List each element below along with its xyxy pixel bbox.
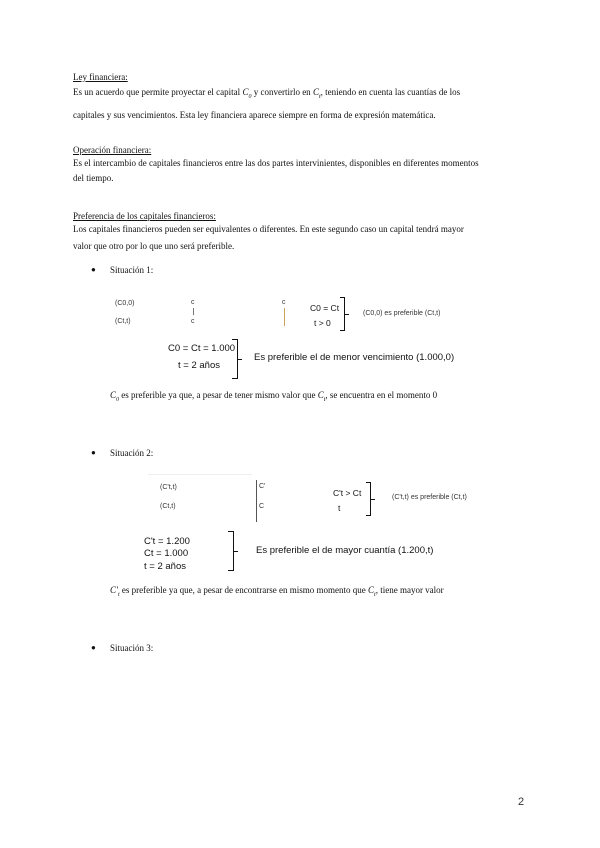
s1-capital-2: (Ct,t) xyxy=(115,318,131,325)
preferencia-heading: Preferencia de los capitales financieros: xyxy=(73,211,216,221)
bullet-icon: ● xyxy=(91,643,96,652)
page-number: 2 xyxy=(518,796,525,808)
s1-tick-2 xyxy=(284,308,285,326)
s1-example-line1: C0 = Ct = 1.000 xyxy=(168,343,236,354)
s1-conclusion: $C_0$ es preferible ya que, a pesar de tener mismo valor que $C_t$, se encuentra en el momento 0 xyxy=(110,390,438,403)
c0-symbol: $C_0$ xyxy=(242,87,252,100)
operacion-line1: Es el intercambio de capitales financieros entre las dos partes intervinientes, disponibles en diferentes momentos xyxy=(73,158,479,168)
s2-brace-2 xyxy=(228,531,234,571)
s2-example-line3: t = 2 años xyxy=(144,561,186,572)
s1-example-result: Es preferible el de menor vencimiento (1.000,0) xyxy=(254,352,455,363)
s2-mark-2: C xyxy=(259,503,265,510)
s2-result: (C't,t) es preferible (Ct,t) xyxy=(392,494,467,501)
s2-brace-1 xyxy=(366,482,371,516)
s1-capital-1: (C0,0) xyxy=(115,300,135,307)
ley-text-c: , teniendo en cuenta las cuantías de los xyxy=(320,87,461,97)
s2-mark-1: C' xyxy=(259,483,266,490)
operacion-financiera-paragraph xyxy=(73,156,533,186)
bullet-icon: ● xyxy=(91,265,96,274)
situacion2-label: Situación 2: xyxy=(110,448,154,458)
bullet-icon: ● xyxy=(91,448,96,457)
ct-symbol: $C_t$ xyxy=(312,87,321,100)
s1-example-line2: t = 2 años xyxy=(178,360,220,371)
situacion3-label: Situación 3: xyxy=(110,643,154,653)
s1-cond-2: t > 0 xyxy=(314,318,331,328)
s1-mark-2: c xyxy=(191,318,195,325)
s1-mark-1: c xyxy=(191,299,195,306)
ley-financiera-heading: Ley financiera: xyxy=(73,72,128,82)
s2-example-line2: Ct = 1.000 xyxy=(144,548,189,559)
preferencia-paragraph xyxy=(73,222,533,254)
s1-brace-1 xyxy=(340,297,345,331)
situacion1-label: Situación 1: xyxy=(110,265,154,275)
ley-text-b: y convertirlo en xyxy=(251,87,313,97)
ley-text-a: Es un acuerdo que permite proyectar el capital xyxy=(73,87,243,97)
s1-brace-2 xyxy=(232,339,238,379)
s1-mark-3: c xyxy=(282,299,286,306)
s2-cond-2: t xyxy=(338,503,341,513)
s2-conclusion: $C'_t$ es preferible ya que, a pesar de encontrarse en mismo momento que $C_t$, tiene mayor valor xyxy=(110,585,444,598)
s1-result: (C0,0) es preferible (Ct,t) xyxy=(363,310,441,317)
s2-top-rule xyxy=(148,474,252,475)
preferencia-line2: valor que otro por lo que uno será preferible. xyxy=(73,241,235,251)
preferencia-line1: Los capitales financieros pueden ser equivalentes o diferentes. En este segundo caso un capital tendrá mayor xyxy=(73,224,464,234)
operacion-financiera-heading: Operación financiera: xyxy=(73,145,152,155)
s2-capital-2: (Ct,t) xyxy=(160,503,176,510)
s1-cond-1: C0 = Ct xyxy=(310,303,340,313)
s2-cond-1: C't > Ct xyxy=(333,488,362,498)
s1-tick-1 xyxy=(193,308,194,315)
s2-example-line1: C't = 1.200 xyxy=(144,536,190,547)
s2-example-result: Es preferible el de mayor cuantía (1.200,t) xyxy=(256,545,434,556)
ley-text-line2: capitales y sus vencimientos. Esta ley financiera aparece siempre en forma de expresión matemática. xyxy=(73,109,436,120)
s2-vline xyxy=(256,480,257,522)
ley-financiera-paragraph xyxy=(73,85,533,123)
operacion-line2: del tiempo. xyxy=(73,173,114,183)
s2-capital-1: (C't,t) xyxy=(160,484,177,491)
